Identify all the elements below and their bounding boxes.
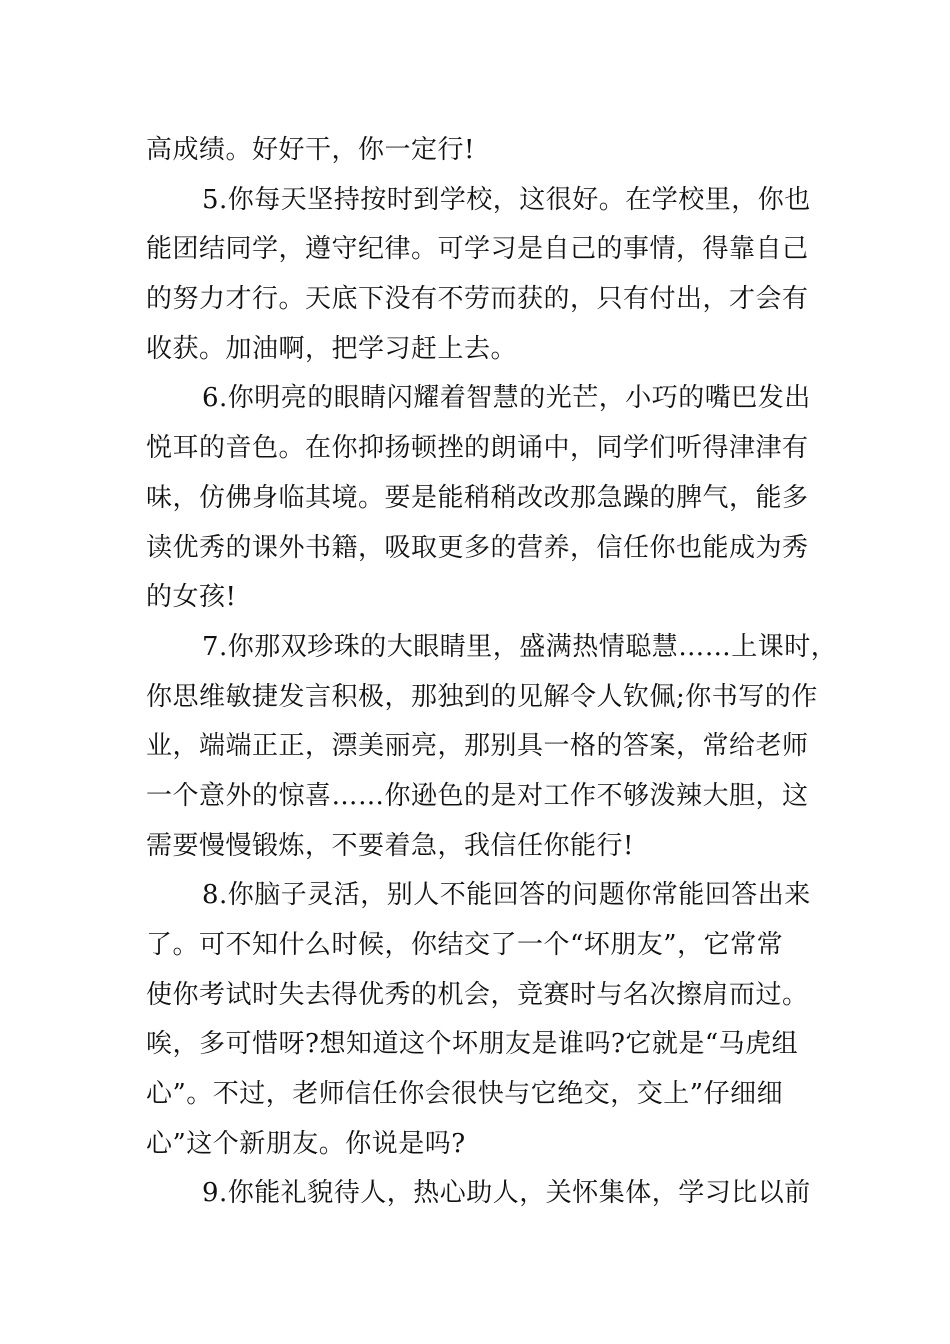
- paragraph-9-start: 9.你能礼貌待人，热心助人，关怀集体，学习比以前: [202, 1178, 811, 1209]
- text-line: 需要慢慢锻炼，不要着急，我信任你能行!: [146, 830, 634, 861]
- text-line: 的努力才行。天底下没有不劳而获的，只有付出，才会有: [146, 284, 809, 315]
- text-line: 收获。加油啊，把学习赶上去。: [146, 333, 518, 364]
- text-line: 一个意外的惊喜……你逊色的是对工作不够泼辣大胆，这: [146, 780, 809, 811]
- text-line: 使你考试时失去得优秀的机会，竞赛时与名次擦肩而过。: [146, 979, 809, 1010]
- text-line: 能团结同学，遵守纪律。可学习是自己的事情，得靠自己: [146, 234, 809, 265]
- text-line: 味，仿佛身临其境。要是能稍稍改改那急躁的脾气，能多: [146, 482, 809, 513]
- paragraph-5-start: 5.你每天坚持按时到学校，这很好。在学校里，你也: [202, 184, 811, 215]
- text-line: 心”。不过，老师信任你会很快与它绝交，交上”仔细细: [146, 1079, 784, 1110]
- text-line: 悦耳的音色。在你抑扬顿挫的朗诵中，同学们听得津津有: [146, 433, 809, 464]
- text-line: 业，端端正正，漂美丽亮，那别具一格的答案，常给老师: [146, 731, 809, 762]
- text-line: 高成绩。好好干，你一定行!: [146, 135, 475, 165]
- text-line: 你思维敏捷发言积极，那独到的见解令人钦佩;你书写的作: [146, 681, 818, 712]
- text-line: 唉，多可惜呀?想知道这个坏朋友是谁吗?它就是“马虎组: [146, 1029, 799, 1060]
- text-line: 心”这个新朋友。你说是吗?: [146, 1128, 466, 1159]
- paragraph-8-start: 8.你脑子灵活，别人不能回答的问题你常能回答出来: [202, 880, 811, 911]
- text-line: 的女孩!: [146, 582, 237, 613]
- text-line: 了。可不知什么时候，你结交了一个“坏朋友”，它常常: [146, 930, 784, 960]
- paragraph-6-start: 6.你明亮的眼睛闪耀着智慧的光芒，小巧的嘴巴发出: [202, 383, 811, 414]
- text-line: 读优秀的课外书籍，吸取更多的营养，信任你也能成为秀: [146, 532, 809, 563]
- paragraph-7-start: 7.你那双珍珠的大眼睛里，盛满热情聪慧……上课时，: [202, 631, 838, 662]
